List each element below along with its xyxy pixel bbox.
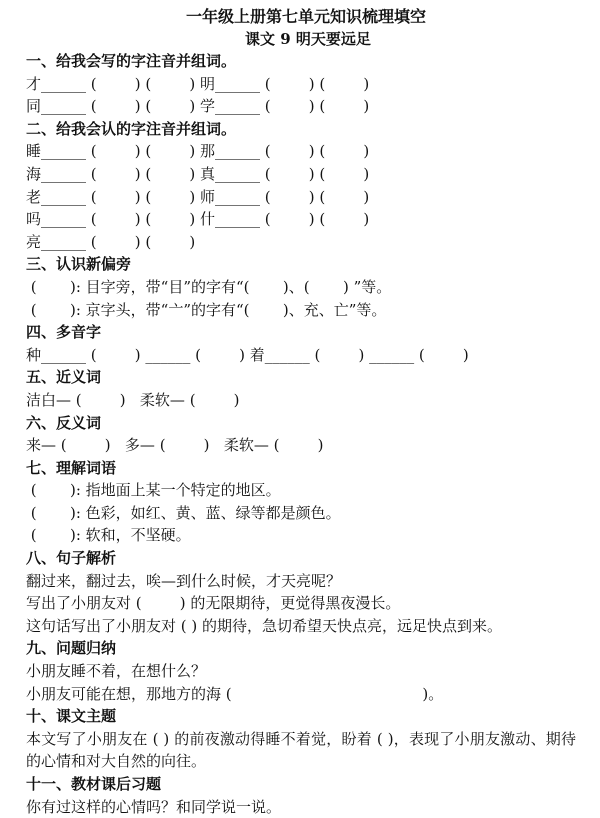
- exercise-line: 写出了小朋友对 ( ) 的无限期待，更觉得黑夜漫长。: [26, 594, 401, 613]
- exercise-line: 洁白— ( ) 柔软— ( ): [26, 390, 240, 409]
- section-heading: 八、句子解析: [26, 549, 117, 568]
- exercise-line: ( ): 指地面上某一个特定的地区。: [26, 481, 281, 500]
- section-6: [26, 412, 576, 457]
- section-11: [26, 773, 576, 818]
- exercise-line: 小朋友睡不着，在想什么？: [26, 662, 207, 681]
- section-2: [26, 118, 576, 254]
- section-heading: 七、理解词语: [26, 458, 117, 477]
- exercise-line: 种______ ( ) ______ ( ) 着______ ( ) ______ ( ): [26, 345, 469, 364]
- exercise-paragraph: 这句话写出了小朋友对 ( ) 的期待，急切希望天快点亮，远足快点到来。: [26, 616, 503, 635]
- section-heading: 一、给我会写的字注音并组词。: [26, 52, 237, 70]
- exercise-line: 来— ( ) 多— ( ) 柔软— ( ): [26, 436, 324, 455]
- section-10: [26, 705, 576, 773]
- exercise-line: 亮______ ( ) ( ): [26, 232, 196, 251]
- exercise-line: 老______ ( ) ( ) 师______ ( ) ( ): [26, 187, 370, 206]
- exercise-line: ( ): 色彩，如红、黄、蓝、绿等都是颜色。: [26, 503, 341, 522]
- section-heading: 十一、教材课后习题: [26, 775, 162, 793]
- exercise-line: 你有过这样的心情吗？和同学说一说。: [26, 797, 282, 816]
- exercise-line: ( ): 软和，不坚硬。: [26, 526, 191, 545]
- exercise-line: 吗______ ( ) ( ) 什______ ( ) ( ): [26, 210, 370, 229]
- section-3: [26, 253, 576, 321]
- section-7: [26, 457, 576, 547]
- exercise-line: 小朋友可能在想，那地方的海 ( )。: [26, 684, 444, 703]
- exercise-line: ( ): 京字头，带“亠”的字有“( )、充、亡”等。: [26, 300, 387, 319]
- exercise-paragraph: 本文写了小朋友在 ( ) 的前夜激动得睡不着觉，盼着 ( )，表现了小朋友激动、期待的心情和对大自然的向往。: [26, 729, 576, 771]
- section-5: [26, 366, 576, 411]
- section-heading: 五、近义词: [26, 368, 102, 387]
- page-subtitle: 课文 9 明天要远足: [245, 30, 371, 48]
- section-1: [26, 50, 576, 118]
- section-heading: 二、给我会认的字注音并组词。: [26, 119, 237, 138]
- section-4: [26, 321, 576, 366]
- exercise-line: 翻过来，翻过去，唉—到什么时候，才天亮呢？: [26, 571, 342, 590]
- section-heading: 四、多音字: [26, 323, 102, 342]
- exercise-line: ( ): 目字旁，带“目”的字有“( )、( ) ”等。: [26, 277, 392, 296]
- exercise-line: 才______ ( ) ( ) 明______ ( ) ( ): [26, 74, 370, 93]
- page-title: 一年级上册第七单元知识梳理填空: [185, 7, 426, 26]
- exercise-line: 睡______ ( ) ( ) 那______ ( ) ( ): [26, 142, 370, 161]
- section-9: [26, 637, 576, 705]
- section-heading: 三、认识新偏旁: [26, 255, 132, 274]
- exercise-line: 同______ ( ) ( ) 学______ ( ) ( ): [26, 97, 370, 116]
- section-heading: 六、反义词: [26, 413, 102, 432]
- section-heading: 十、课文主题: [26, 707, 117, 726]
- exercise-line: 海______ ( ) ( ) 真______ ( ) ( ): [26, 164, 370, 183]
- section-heading: 九、问题归纳: [26, 639, 117, 658]
- section-8: [26, 547, 576, 637]
